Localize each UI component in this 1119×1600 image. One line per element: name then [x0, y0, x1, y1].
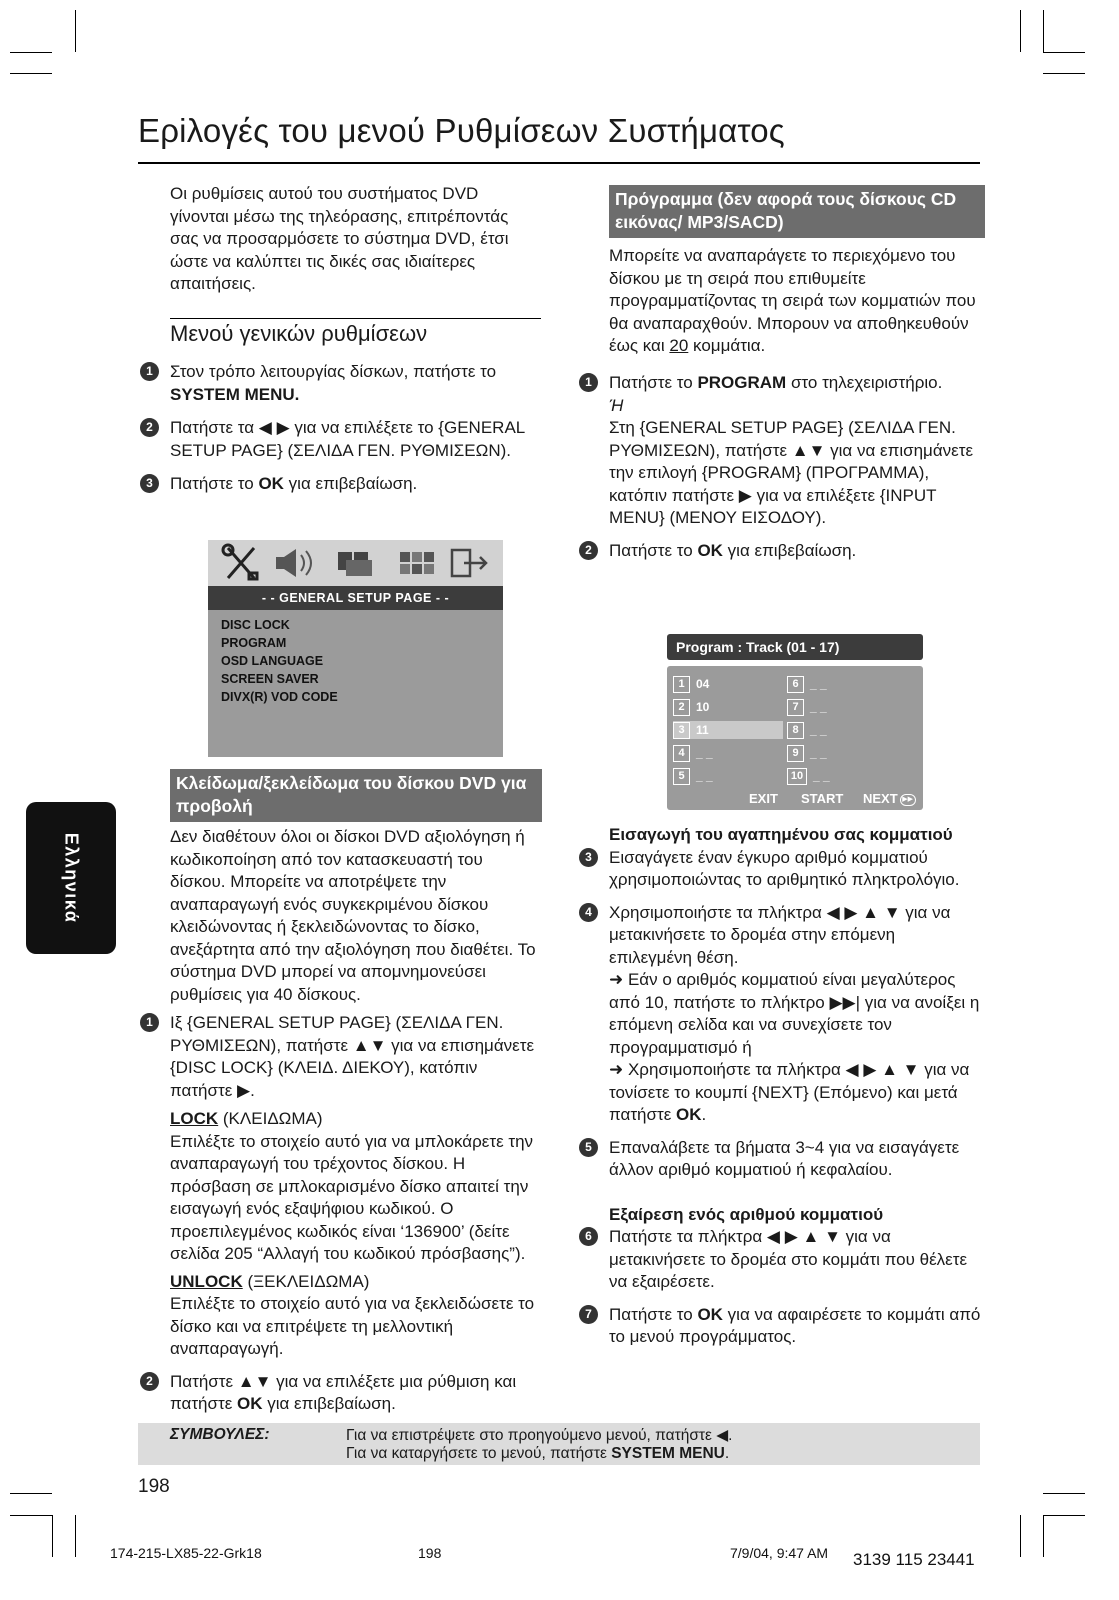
program-slot-7[interactable]	[787, 698, 887, 716]
osd-item-osd-language[interactable]: OSD LANGUAGE	[221, 654, 324, 668]
tips-text: .	[724, 1445, 730, 1462]
step-bold: PROGRAM	[697, 373, 787, 392]
program-track-screen	[667, 634, 923, 810]
step-text: Πατήστε το	[609, 1304, 698, 1324]
step-text: Πατήστε το	[170, 474, 259, 493]
program-steps-b	[585, 824, 981, 1349]
program-step-7	[585, 1304, 981, 1349]
program-step-3	[585, 847, 981, 892]
step-bold: OK	[697, 540, 723, 560]
step-number: 5	[579, 1138, 598, 1157]
slot-number: 4	[673, 745, 690, 762]
slot-value: _ _	[696, 769, 713, 783]
program-step-1-alt: Στη {GENERAL SETUP PAGE} (ΣΕΛΙΔΑ ΓΕΝ. ΡΥΘΜΙΣΕΩΝ), πατήστε ▲▼ για να επισημάνετε την επιλογή {PROGRAM} (ΠΡΟΓΡΑΜΜΑ), κατόπιν πατήστε ▶ για να επιλέξετε {INPUT MENU} (ΜΕΝΟΥ ΕΙΣΟΔΟΥ).	[609, 418, 974, 527]
osd-menu-list	[221, 616, 338, 706]
step-text: Πατήστε ▲▼ για να επιλέξετε μια ρύθμιση και πατήστε	[170, 1371, 517, 1413]
step-text: Πατήστε το	[609, 373, 698, 392]
slot-value: 04	[696, 677, 710, 691]
title-divider	[138, 162, 980, 164]
exit-icon	[452, 550, 486, 576]
disc-lock-step-2	[146, 1371, 540, 1416]
slot-value: _ _	[696, 746, 713, 760]
or-text: Ή	[609, 395, 624, 415]
step-bold: OK	[697, 1304, 723, 1324]
unlock-label: UNLOCK	[170, 1271, 243, 1291]
lock-description: Επιλέξτε το στοιχείο αυτό για να μπλοκάρετε την αναπαραγωγή του τρέχοντος δίσκου. Η πρόσβαση σε μπλοκαρισμένο δίσκο απαιτεί την εισαγωγή ενός εξαψήφιου κωδικού. Ο προεπιλεγμένος κωδικός είναι ‘136900’ (δείτε σελίδα 205 “Αλλαγή του κωδικού πρόσβασης”).	[170, 1131, 534, 1263]
tips-line-1: Για να επιστρέψετε στο προηγούμενο μενού, πατήστε ◀.	[346, 1427, 733, 1444]
osd-item-screen-saver[interactable]: SCREEN SAVER	[221, 672, 319, 686]
step-text: για επιβεβαίωση.	[722, 540, 857, 560]
step-text: Εισαγάγετε έναν έγκυρο αριθμό κομματιού χρησιμοποιώντας το αριθμητικό πληκτρολόγιο.	[609, 847, 960, 889]
disc-lock-heading: Κλείδωμα/ξεκλείδωμα του δίσκου DVD για προβολή	[170, 769, 542, 822]
page-number: 198	[138, 1476, 170, 1497]
program-body	[609, 245, 981, 358]
slot-number: 10	[787, 768, 807, 785]
video-icon	[338, 552, 372, 576]
osd-item-program[interactable]: PROGRAM	[221, 636, 287, 650]
program-step-4-note-b	[609, 1059, 981, 1127]
slot-number: 9	[787, 745, 804, 762]
program-heading: Πρόγραμμα (δεν αφορά τους δίσκους CD εικόνας/ MP3/SACD)	[609, 185, 985, 238]
step-text: για επιβεβαίωση.	[262, 1394, 396, 1413]
start-button[interactable]: START	[801, 791, 844, 806]
program-slot-10[interactable]	[787, 767, 887, 785]
slot-number: 6	[787, 676, 804, 693]
osd-item-divx-vod-code[interactable]: DIVX(R) VOD CODE	[221, 690, 338, 704]
step-number: 3	[579, 848, 598, 867]
program-slot-3-selected[interactable]	[673, 721, 783, 739]
unlock-description: Επιλέξτε το στοιχείο αυτό για να ξεκλειδώσετε το δίσκο και να επιτρέψετε τη μελλοντική αναπαραγωγή.	[170, 1294, 535, 1358]
lock-option	[170, 1108, 540, 1131]
disc-lock-body: Δεν διαθέτουν όλοι οι δίσκοι DVD αξιολόγηση ή κωδικοποίηση από τον κατασκευαστή του δίσκου. Μπορείτε να αποτρέψετε την αναπαραγωγή ενός συγκεκριμένου δίσκου κλειδώνοντας ή ξεκλειδώνοντας το δίσκο, ανεξάρτητα από την αξιολόγηση που διαθέτει. Το σύστημα DVD μπορεί να απομνημονεύσει ρυθμίσεις για 40 δίσκους.	[170, 827, 536, 1004]
speaker-icon	[276, 549, 311, 577]
slot-value: 10	[696, 700, 710, 714]
program-slot-4[interactable]	[673, 744, 773, 762]
step-text: Χρησιμοποιήστε τα πλήκτρα ◀ ▶ ▲ ▼ για να μετακινήσετε το δρομέα στην επόμενη επιλεγμένη θέση.	[609, 902, 951, 967]
slot-value: _ _	[810, 746, 827, 760]
disc-lock-steps	[146, 1012, 540, 1416]
program-slot-9[interactable]	[787, 744, 887, 762]
program-steps-a	[585, 372, 981, 562]
footer-date: 7/9/04, 9:47 AM	[730, 1545, 829, 1561]
program-step-5	[585, 1137, 981, 1182]
osd-item-disc-lock[interactable]: DISC LOCK	[221, 618, 290, 632]
program-slot-5[interactable]	[673, 767, 773, 785]
step-number: 1	[579, 373, 598, 392]
language-side-tab	[26, 802, 116, 954]
step-number: 2	[140, 418, 159, 437]
program-step-6	[585, 1226, 981, 1294]
step-bold: OK	[237, 1394, 263, 1413]
step-text: για επιβεβαίωση.	[283, 474, 418, 493]
step-number: 2	[140, 1372, 159, 1391]
step-number: 4	[579, 903, 598, 922]
disc-lock-step-1	[146, 1012, 540, 1102]
step-bold: OK	[258, 474, 284, 493]
slot-value: 11	[696, 723, 709, 737]
slot-value: _ _	[810, 700, 827, 714]
general-step-1	[146, 361, 540, 406]
intro-text: Οι ρυθμίσεις αυτού του συστήματος DVD γίνονται μέσω της τηλεόρασης, επιτρέποντάς σας να προσαρμόσετε το σύστημα DVD, έτσι ώστε να καλύπτει τις δικές σας ιδιαίτερες απαιτήσεις.	[170, 184, 509, 293]
general-step-2	[146, 417, 540, 462]
osd-page-bar: - - GENERAL SETUP PAGE - -	[208, 586, 503, 610]
unlock-option	[170, 1271, 540, 1294]
note-bold: OK	[676, 1105, 702, 1124]
tips-line-2	[346, 1445, 729, 1463]
tips-bold: SYSTEM MENU	[611, 1445, 725, 1462]
step-text: Πατήστε τα ◀ ▶ για να επιλέξετε το {GENERAL SETUP PAGE} (ΣΕΛΙΔΑ ΓΕΝ. ΡΥΘΜΙΣΕΩΝ).	[170, 418, 525, 460]
program-step-2	[585, 540, 981, 563]
tips-text: Για να καταργήσετε το μενού, πατήστε	[346, 1445, 612, 1462]
tools-icon	[223, 545, 257, 579]
page-title: Ερiλογές του μενού Ρυθμίσεων Συστήματος	[138, 112, 785, 149]
next-track-icon: ▶▶	[900, 794, 916, 806]
osd-icon-strip	[208, 540, 503, 586]
step-text: Στον τρόπο λειτουργίας δίσκων, πατήστε το	[170, 362, 497, 381]
footer-barcode-text: 3139 115 23441	[853, 1550, 975, 1569]
program-slot-2[interactable]	[673, 698, 773, 716]
step-text: Επαναλάβετε τα βήματα 3~4 για να εισαγάγετε άλλον αριθμό κομματιού ή κεφαλαίου.	[609, 1137, 960, 1179]
general-step-3	[146, 473, 540, 496]
program-screen-header: Program : Track (01 - 17)	[667, 634, 923, 660]
step-number: 2	[579, 541, 598, 560]
step-number: 6	[579, 1227, 598, 1246]
step-number: 3	[140, 474, 159, 493]
program-step-4-note-a: ➜ Εάν ο αριθμός κομματιού είναι μεγαλύτερος από 10, πατήστε το πλήκτρο ▶▶| για να ανοίξει η επόμενη σελίδα και να συνεχίσετε τον προγραμματισμό ή	[609, 970, 980, 1057]
footer-page: 198	[418, 1545, 442, 1561]
step-text: Πατήστε τα πλήκτρα ◀ ▶ ▲ ▼ για να μετακινήσετε το δρομέα στο κομμάτι που θέλετε να εξαιρέσετε.	[609, 1227, 968, 1291]
unlock-paren: (ΞΕΚΛΕΙΔΩΜΑ)	[242, 1271, 370, 1291]
slot-number: 3	[673, 722, 690, 739]
slot-number: 8	[787, 722, 804, 739]
program-slot-1[interactable]	[673, 675, 773, 693]
step-number: 7	[579, 1305, 598, 1324]
slot-value: _ _	[810, 677, 827, 691]
program-slot-6[interactable]	[787, 675, 887, 693]
slot-value: _ _	[810, 723, 827, 737]
program-step-4	[585, 902, 981, 970]
step-bold: SYSTEM MENU.	[170, 384, 300, 404]
program-body-text: Μπορείτε να αναπαράγετε το περιεχόμενο του δίσκου με τη σειρά που επιθυμείτε προγραμματίζοντας τη σειρά των κομματιών που θα αναπαραχθούν. Μπορουν να αποθηκευθούν έως και	[609, 246, 976, 355]
exclude-track-heading: Εξαίρεση ενός αριθμού κομματιού	[609, 1204, 884, 1224]
step-text: Πατήστε το	[609, 540, 698, 560]
step-text: Ιξ {GENERAL SETUP PAGE} (ΣΕΛΙΔΑ ΓΕΝ. ΡΥΘΜΙΣΕΩΝ), πατήστε ▲▼ για να επισημάνετε {DISC LOCK} (ΚΛΕΙΔ. ΔΙΕΚΟΥ), κατόπιν πατήστε ▶.	[170, 1013, 535, 1100]
next-button[interactable]	[863, 791, 916, 806]
tips-label: ΣΥΜΒΟΥΛΕΣ:	[170, 1426, 270, 1443]
tips-box	[138, 1423, 980, 1465]
general-menu-heading: Μενού γενικών ρυθμίσεων	[170, 321, 428, 346]
general-steps	[146, 361, 540, 496]
preference-icon	[400, 552, 434, 574]
program-body-number: 20	[669, 336, 689, 355]
step-text: για να αφαιρέσετε το κομμάτι από το μενού προγράμματος.	[609, 1304, 981, 1346]
slot-number: 5	[673, 768, 690, 785]
slot-value: _ _	[813, 769, 830, 783]
note-text: .	[701, 1105, 707, 1124]
program-step-1	[585, 372, 981, 395]
section-divider	[170, 318, 541, 319]
exit-button[interactable]: EXIT	[749, 791, 778, 806]
lock-paren: (ΚΛΕΙΔΩΜΑ)	[218, 1109, 323, 1128]
next-label: NEXT	[863, 791, 898, 806]
slot-number: 2	[673, 699, 690, 716]
program-slot-8[interactable]	[787, 721, 887, 739]
step-text: στο τηλεχειριστήριο.	[786, 373, 943, 392]
program-body-text: κομμάτια.	[688, 336, 766, 355]
language-label: Ελληνικά	[61, 832, 82, 924]
slot-number: 1	[673, 676, 690, 693]
favourite-track-heading: Εισαγωγή του αγαπημένου σας κομματιού	[609, 825, 953, 844]
step-number: 1	[140, 362, 159, 381]
step-number: 1	[140, 1013, 159, 1032]
footer-code: 174-215-LX85-22-Grk18	[110, 1545, 262, 1561]
lock-label: LOCK	[170, 1109, 219, 1128]
slot-number: 7	[787, 699, 804, 716]
note-text: ➜ Χρησιμοποιήστε τα πλήκτρα ◀ ▶ ▲ ▼ για να τονίσετε το κουμπί {NEXT} (Επόμενο) και μετά πατήστε	[609, 1060, 970, 1124]
osd-setup-screen	[208, 540, 503, 757]
program-screen-panel	[667, 666, 923, 810]
